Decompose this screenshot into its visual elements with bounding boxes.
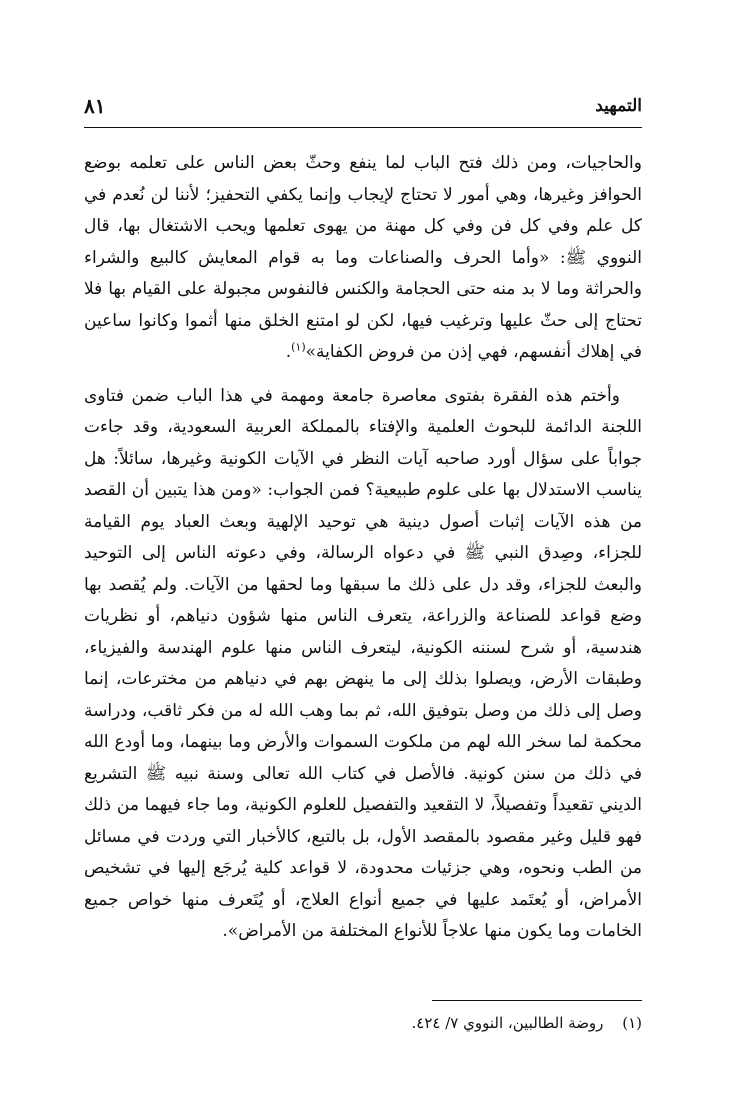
footnote-text: روضة الطالبين، النووي ٧/ ٤٢٤. bbox=[411, 1014, 604, 1032]
footnote-rule bbox=[432, 1000, 642, 1001]
footnote bbox=[84, 1010, 642, 1036]
page-header bbox=[84, 94, 642, 130]
paragraph-1-end: . bbox=[285, 342, 292, 362]
running-title: التمهيد bbox=[595, 96, 642, 116]
paragraph-1-text: والحاجيات، ومن ذلك فتح الباب لما ينفع وحثّ بعض الناس على تعلمه بوضع الحوافز وغيرها، وهي أمور لا تحتاج لإيجاب وإنما يكفي التحفيز؛ لأننا لن نُعدم في كل علم وفي كل فن وفي كل مهنة من يهوى تعلمها ويحب الاشتغال بها، قال النووي ﷺ: «وأما الحرف والصناعات وما به قوام المعايش كالبيع والشراء والحراثة وما لا بد منه حتى الحجامة والكنس فالنفوس مجبولة على القيام بها فلا تحتاج إلى حثّ عليها وترغيب فيها، لكن لو امتنع الخلق منها أثموا وكانوا ساعين في إهلاك أنفسهم، فهي إذن من فروض الكفاية» bbox=[84, 153, 642, 362]
page-number: ٨١ bbox=[84, 94, 106, 118]
main-text bbox=[84, 148, 642, 948]
header-rule bbox=[84, 127, 642, 128]
paragraph-2-text: وأختم هذه الفقرة بفتوى معاصرة جامعة ومهمة في هذا الباب ضمن فتاوى اللجنة الدائمة للبحوث العلمية والإفتاء بالمملكة العربية السعودية، وقد جاءت جواباً على سؤال أورد صاحبه آيات النظر في الآيات الكونية وغيرها، سائلاً: هل يناسب الاستدلال بها على علوم طبيعية؟ فمن الجواب: «ومن هذا يتبين أن القصد من هذه الآيات إثبات أصول دينية هي توحيد الإلهية وبعث العباد يوم القيامة للجزاء، وصِدق النبي ﷺ في دعواه الرسالة، وفي دعوته الناس إلى التوحيد والبعث للجزاء، وقد دل على ذلك ما سبقها وما لحقها من الآيات. ولم يُقصد بها وضع قواعد للصناعة والزراعة، يتعرف الناس منها شؤون دنياهم، أو نظريات هندسية، أو شرح لسننه الكونية، ليتعرف الناس منها علوم الهندسة والفيزياء، وطبقات الأرض، ويصلوا بذلك إلى ما ينهض بهم في دنياهم من مخترعات، إنما وصل إلى ذلك من وصل بتوفيق الله، ثم بما وهب الله له من فكر ثاقب، ودراسة محكمة لما سخر الله لهم من ملكوت السموات والأرض وما بينهما، وما أودع الله في ذلك من سنن كونية. فالأصل في كتاب الله تعالى وسنة نبيه ﷺ التشريع الديني تقعيداً وتفصيلاً، لا التقعيد والتفصيل للعلوم الكونية، وما جاء فيهما من ذلك فهو قليل وغير مقصود بالمقصد الأول، بل بالتبع، كالأخبار التي وردت في مسائل من الطب ونحوه، وهي جزئيات محدودة، لا قواعد كلية يُرجَع إليها في تشخيص الأمراض، أو يُعتَمد عليها في جميع أنواع العلاج، أو يُتَعرف منها خواص جميع الخامات وما يكون منها علاجاً للأنواع المختلفة من الأمراض». bbox=[84, 385, 642, 941]
footnote-reference: (١) bbox=[291, 340, 306, 354]
footnote-number: (١) bbox=[622, 1014, 642, 1032]
paragraph-1 bbox=[84, 148, 642, 369]
paragraph-2 bbox=[84, 381, 642, 948]
